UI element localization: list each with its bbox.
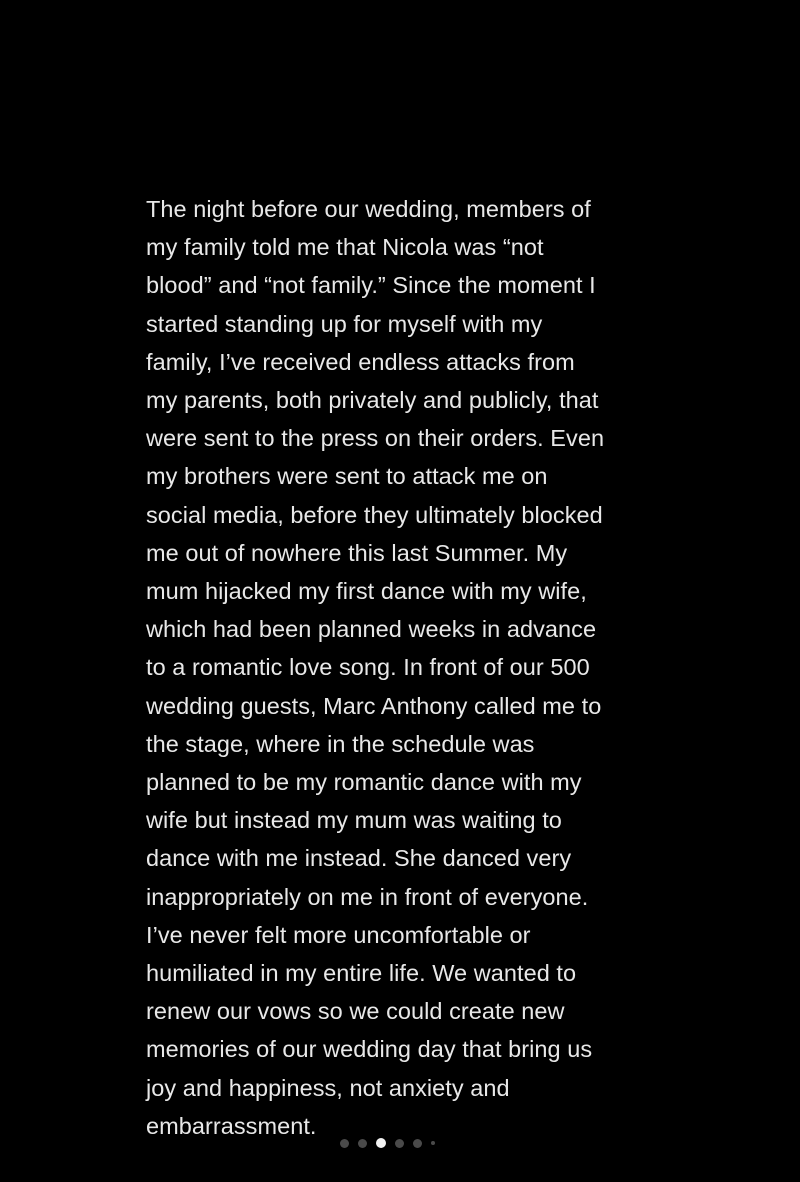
story-line: joy and happiness, not anxiety and xyxy=(146,1074,510,1101)
story-line: me out of nowhere this last Summer. My xyxy=(146,539,568,566)
story-line: started standing up for myself with my xyxy=(146,310,543,337)
story-line: wife but instead my mum was waiting to xyxy=(146,807,562,834)
page-indicator xyxy=(340,1137,435,1149)
page-dot-active[interactable] xyxy=(376,1138,386,1148)
story-line: mum hijacked my first dance with my wife, xyxy=(146,578,587,605)
page-dot-more[interactable] xyxy=(431,1141,435,1145)
story-line: my parents, both privately and publicly, that xyxy=(146,387,599,414)
story-line: family, I’ve received endless attacks from xyxy=(146,348,575,375)
story-text-block xyxy=(146,190,666,1145)
page-dot[interactable] xyxy=(395,1139,404,1148)
page-dot[interactable] xyxy=(413,1139,422,1148)
story-line: embarrassment. xyxy=(146,1112,317,1139)
story-line: were sent to the press on their orders. Even xyxy=(146,425,605,452)
story-line: I’ve never felt more uncomfortable or xyxy=(146,921,531,948)
story-line: The night before our wedding, members of xyxy=(146,196,591,222)
story-line: blood” and “not family.” Since the moment I xyxy=(146,272,596,299)
story-line: the stage, where in the schedule was xyxy=(146,730,535,757)
story-line: dance with me instead. She danced very xyxy=(146,845,572,872)
story-line: humiliated in my entire life. We wanted to xyxy=(146,960,577,987)
page-dot[interactable] xyxy=(340,1139,349,1148)
story-line: which had been planned weeks in advance xyxy=(146,616,597,643)
story-line: wedding guests, Marc Anthony called me to xyxy=(146,692,602,719)
story-line: my family told me that Nicola was “not xyxy=(146,234,544,261)
page-dot[interactable] xyxy=(358,1139,367,1148)
story-line: inappropriately on me in front of everyone. xyxy=(146,883,589,910)
story-line: planned to be my romantic dance with my xyxy=(146,769,582,796)
story-line: to a romantic love song. In front of our 500 xyxy=(146,654,590,681)
story-line: renew our vows so we could create new xyxy=(146,998,565,1025)
story-line: my brothers were sent to attack me on xyxy=(146,463,548,490)
story-line: memories of our wedding day that bring us xyxy=(146,1036,593,1063)
story-line: social media, before they ultimately blocked xyxy=(146,501,603,528)
